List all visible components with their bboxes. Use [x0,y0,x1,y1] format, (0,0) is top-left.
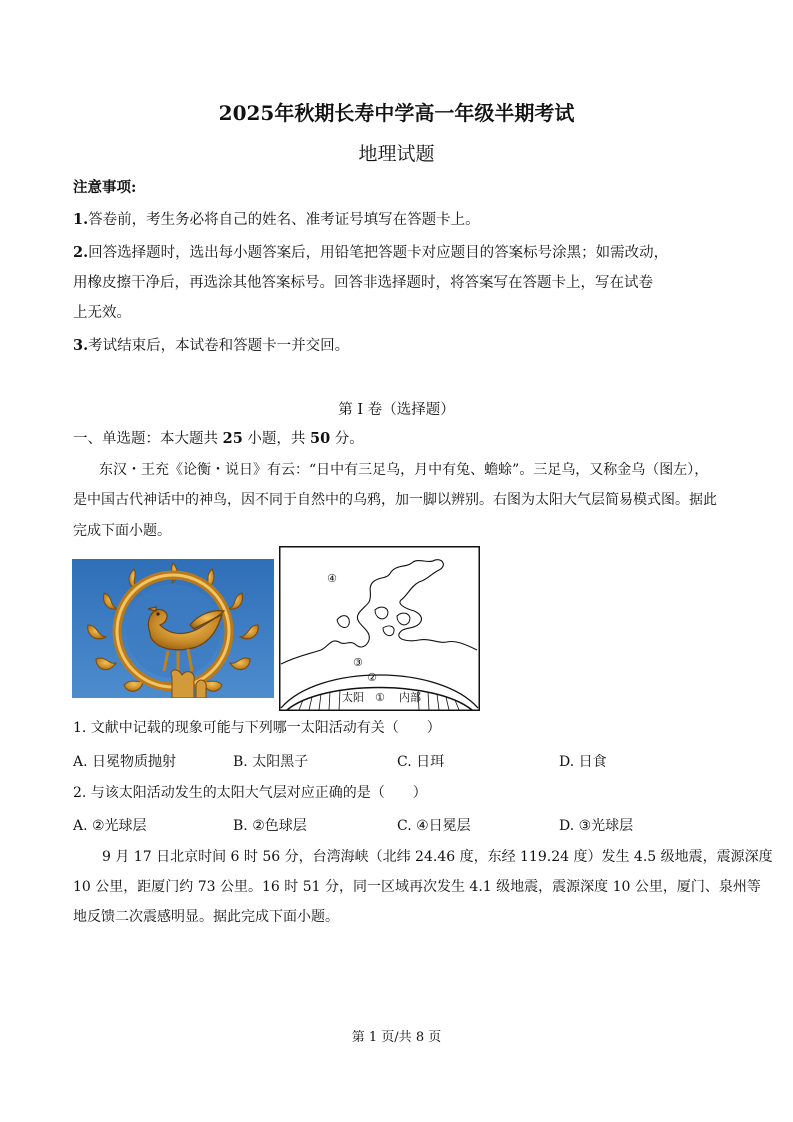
notice-item-3-num: 3. [73,337,89,354]
question-2-option-a: A. ②光球层 [73,818,147,834]
question-2-option-c: C. ④日冕层 [397,818,471,834]
question-1-option-a: A. 日冕物质抛射 [73,754,177,770]
interior-label: 内部 [399,691,421,704]
notice-heading: 注意事项: [73,179,137,196]
layer-label-2: ② [367,671,377,684]
golden-crow-photo [72,559,274,698]
solar-atmosphere-diagram [279,546,480,711]
layer-label-4: ④ [327,572,337,585]
section-heading-b: 小题，共 [242,431,311,447]
notice-item-1-num: 1. [73,211,89,228]
notice-item-2-line-2: 用橡皮擦干净后，再选涂其他答案标号。回答非选择题时，将答案写在答题卡上，写在试卷 [73,275,653,291]
page-number: 第 1 页/共 8 页 [351,1030,442,1045]
notice-item-3-text: 考试结束后，本试卷和答题卡一并交回。 [88,338,350,354]
passage-2-line-2: 10 公里，距厦门约 73 公里。16 时 51 分，同一区域再次发生 4.1 级地震，震源深度 10 公里，厦门、泉州等 [73,879,761,895]
notice-item-2 [73,243,668,263]
notice-item-2-line-1: 回答选择题时，选出每小题答案后，用铅笔把答题卡对应题目的答案标号涂黑；如需改动， [88,245,669,261]
notice-item-2-num: 2. [73,244,89,261]
question-1-stem: 1. 文献中记载的现象可能与下列哪一太阳活动有关（ ） [73,720,441,736]
section-heading-a: 一、单选题：本大题共 [73,431,223,447]
question-1-option-d: D. 日食 [559,754,607,770]
part-label: 第 I 卷（选择题） [338,402,455,418]
total-score: 50 [310,430,331,447]
question-2-option-b: B. ②色球层 [233,818,307,834]
layer-label-1: ① [375,691,385,704]
passage-2-line-3: 地反馈二次震感明显。据此完成下面小题。 [73,909,339,925]
notice-item-2-line-3: 上无效。 [73,305,131,321]
question-2-stem: 2. 与该太阳活动发生的太阳大气层对应正确的是（ ） [73,785,427,801]
section-heading [73,429,364,449]
sun-label: 太阳 [342,691,364,704]
question-1-option-b: B. 太阳黑子 [233,754,309,770]
section-heading-c: 分。 [330,431,364,447]
passage-1-line-2: 是中国古代神话中的神鸟，因不同于自然中的乌鸦，加一脚以辨别。右图为太阳大气层简易模式图。据此 [73,492,717,508]
golden-crow-image [72,559,274,698]
notice-item-3 [73,336,349,356]
exam-subject: 地理试题 [358,143,435,165]
passage-2-line-1: 9 月 17 日北京时间 6 时 56 分，台湾海峡（北纬 24.46 度，东经 119.24 度）发生 4.5 级地震，震源深度 [102,849,773,865]
notice-item-1-text: 答卷前，考生务必将自己的姓名、准考证号填写在答题卡上。 [88,212,480,228]
passage-1-line-1: 东汉・王充《论衡・说日》有云：“日中有三足乌，月中有兔、蟾蜍”。三足乌，又称金乌（图左）， [99,462,709,478]
question-2-option-d: D. ③光球层 [559,818,634,834]
passage-1-line-3: 完成下面小题。 [73,523,171,539]
question-1-option-c: C. 日珥 [397,754,445,770]
layer-label-3: ③ [353,656,363,669]
notice-item-1 [73,210,480,230]
question-count: 25 [222,430,243,447]
exam-title: 2025年秋期长寿中学高一年级半期考试 [218,101,575,125]
